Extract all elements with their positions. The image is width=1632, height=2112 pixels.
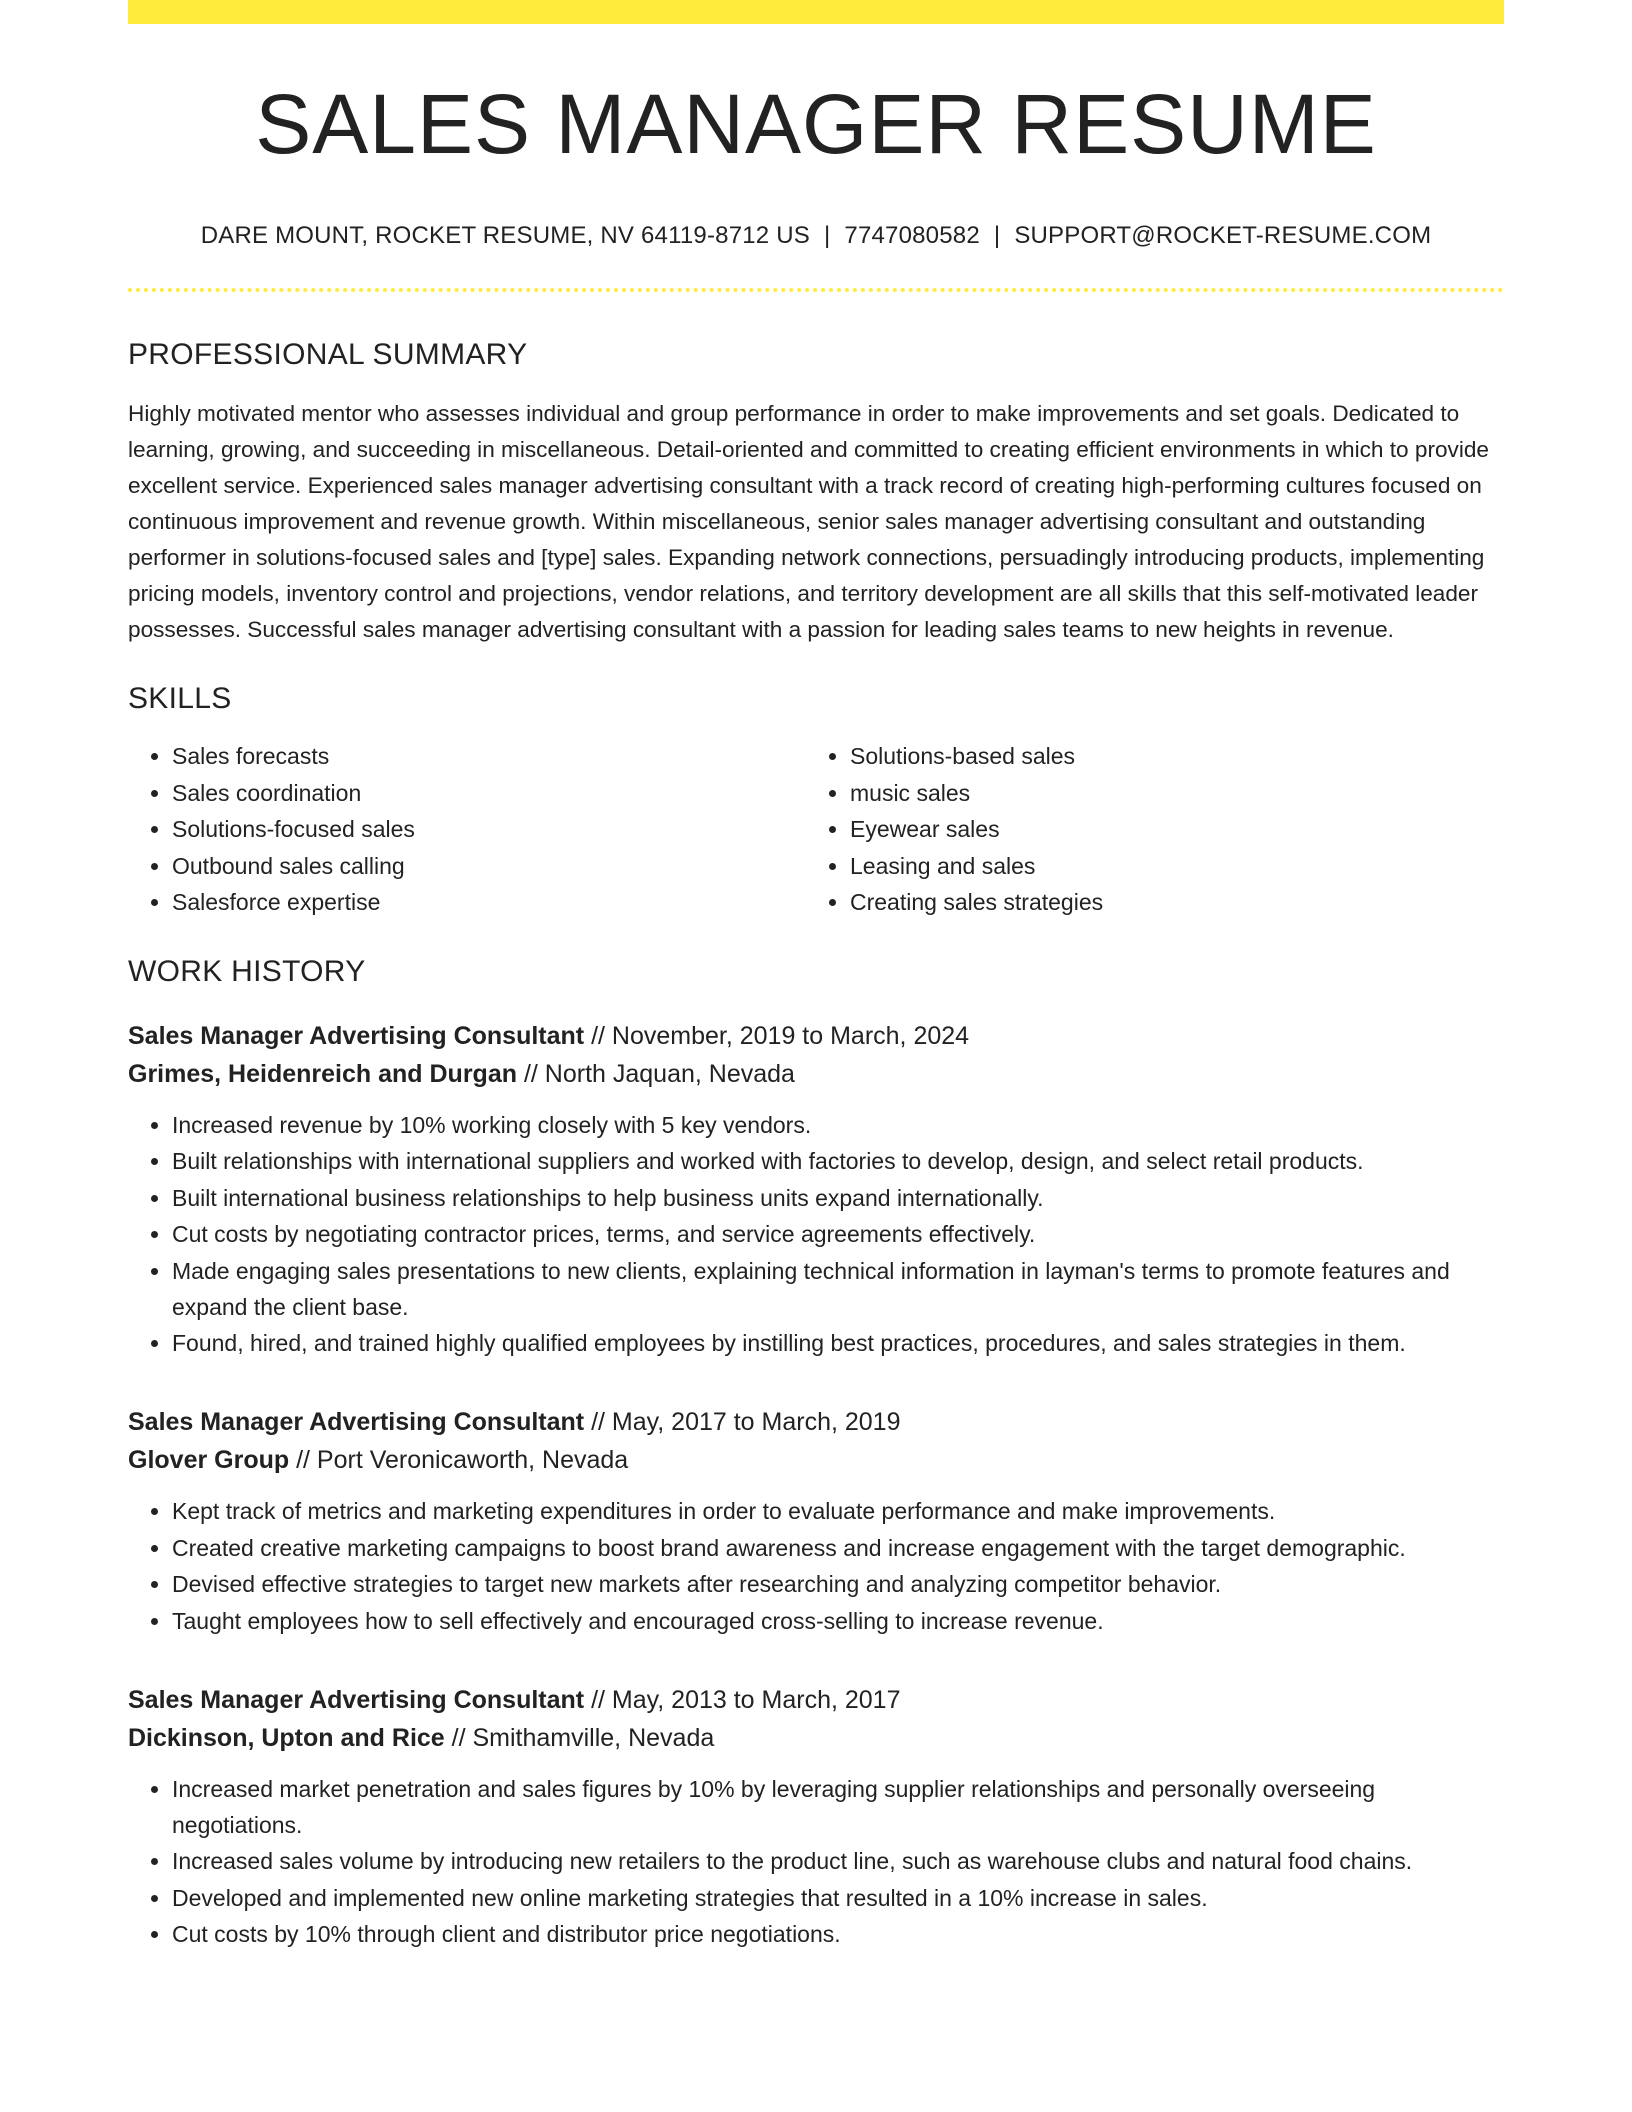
skill-item: • Solutions-focused sales (172, 811, 806, 848)
skill-item: • Salesforce expertise (172, 884, 806, 921)
work-history-heading: WORK HISTORY (128, 954, 366, 988)
skill-item: • music sales (850, 775, 1484, 812)
job-bullets (128, 1107, 1504, 1362)
job-entry (128, 1681, 1504, 1953)
job-entry (128, 1017, 1504, 1362)
job-title-line (128, 1403, 1504, 1441)
job-bullet: • Devised effective strategies to target new markets after researching and analyzing competitor behavior. (172, 1566, 1504, 1602)
job-bullet: • Cut costs by negotiating contractor prices, terms, and service agreements effectively. (172, 1216, 1504, 1252)
job-bullet: • Found, hired, and trained highly qualified employees by instilling best practices, procedures, and sales strategies in them. (172, 1325, 1504, 1361)
contact-address: DARE MOUNT, ROCKET RESUME, NV 64119-8712 US (200, 222, 810, 249)
job-bullet: • Created creative marketing campaigns to boost brand awareness and increase engagement with the target demographic. (172, 1530, 1504, 1566)
contact-separator: | (993, 222, 1001, 249)
contact-line (128, 224, 1504, 248)
contact-separator: | (823, 222, 831, 249)
summary-text: Highly motivated mentor who assesses individual and group performance in order to make improvements and set goals. Dedicated to learning, growing, and succeeding in miscellaneous. Detail-oriented and committed to creating efficient environments in which to provide excellent service. Experienced sales manager advertising consultant with a track record of creating high-performing cultures focused on continuous improvement and revenue growth. Within miscellaneous, senior sales manager advertising consultant and outstanding performer in solutions-focused sales and [type] sales. Expanding network connections, persuadingly introducing products, implementing pricing models, inventory control and projections, vendor relations, and territory development are all skills that this self-motivated leader possesses. Successful sales manager advertising consultant with a passion for leading sales teams to new heights in revenue. (128, 401, 1489, 642)
page-title: SALES MANAGER RESUME (255, 77, 1377, 171)
job-title: Sales Manager Advertising Consultant (128, 1685, 585, 1714)
job-bullet: • Built international business relationships to help business units expand internationally. (172, 1180, 1504, 1216)
skill-item: • Creating sales strategies (850, 884, 1484, 921)
job-company: Dickinson, Upton and Rice (128, 1723, 445, 1752)
skill-item: • Sales coordination (172, 775, 806, 812)
job-bullet: • Increased sales volume by introducing new retailers to the product line, such as warehouse clubs and natural food chains. (172, 1843, 1504, 1879)
skills-list (128, 738, 1504, 921)
job-location: // Port Veronicaworth, Nevada (289, 1446, 629, 1474)
job-bullet: • Developed and implemented new online marketing strategies that resulted in a 10% increase in sales. (172, 1880, 1504, 1916)
job-bullet: • Taught employees how to sell effectively and encouraged cross-selling to increase revenue. (172, 1603, 1504, 1639)
contact-email: SUPPORT@ROCKET-RESUME.COM (1014, 222, 1432, 249)
skill-item: • Outbound sales calling (172, 848, 806, 885)
job-bullets (128, 1493, 1504, 1639)
skills-column-left (128, 738, 806, 921)
job-bullet: • Built relationships with international suppliers and worked with factories to develop, design, and select retail products. (172, 1143, 1504, 1179)
top-accent-bar (128, 0, 1504, 24)
skill-item: • Eyewear sales (850, 811, 1484, 848)
skill-item: • Sales forecasts (172, 738, 806, 775)
skill-item: • Leasing and sales (850, 848, 1484, 885)
skill-item: • Solutions-based sales (850, 738, 1484, 775)
job-dates: // May, 2013 to March, 2017 (584, 1685, 901, 1714)
skills-heading: SKILLS (128, 682, 232, 715)
job-bullet: • Cut costs by 10% through client and distributor price negotiations. (172, 1916, 1504, 1952)
job-company-line (128, 1441, 1504, 1479)
job-dates: // November, 2019 to March, 2024 (584, 1021, 970, 1050)
job-dates: // May, 2017 to March, 2019 (584, 1408, 901, 1436)
job-company-line (128, 1719, 1504, 1757)
job-title-line (128, 1681, 1504, 1719)
contact-phone: 7747080582 (844, 222, 980, 249)
job-bullets (128, 1771, 1504, 1953)
resume-page (128, 0, 1504, 1953)
job-title: Sales Manager Advertising Consultant (128, 1408, 585, 1436)
job-company-line (128, 1055, 1504, 1093)
job-title: Sales Manager Advertising Consultant (128, 1021, 585, 1050)
job-bullet: • Increased revenue by 10% working closely with 5 key vendors. (172, 1107, 1504, 1143)
job-bullet: • Kept track of metrics and marketing expenditures in order to evaluate performance and make improvements. (172, 1493, 1504, 1529)
job-bullet: • Increased market penetration and sales figures by 10% by leveraging supplier relationships and personally overseeing negotiations. (172, 1771, 1504, 1843)
skills-column-right (806, 738, 1484, 921)
dotted-divider (128, 288, 1504, 292)
job-title-line (128, 1017, 1504, 1055)
summary-heading: PROFESSIONAL SUMMARY (128, 338, 528, 371)
job-company: Grimes, Heidenreich and Durgan (128, 1059, 517, 1088)
job-bullet: • Made engaging sales presentations to new clients, explaining technical information in layman's terms to promote features and expand the client base. (172, 1253, 1504, 1325)
job-location: // North Jaquan, Nevada (517, 1059, 795, 1088)
job-location: // Smithamville, Nevada (444, 1723, 715, 1752)
job-company: Glover Group (128, 1446, 290, 1474)
job-entry (128, 1403, 1504, 1639)
